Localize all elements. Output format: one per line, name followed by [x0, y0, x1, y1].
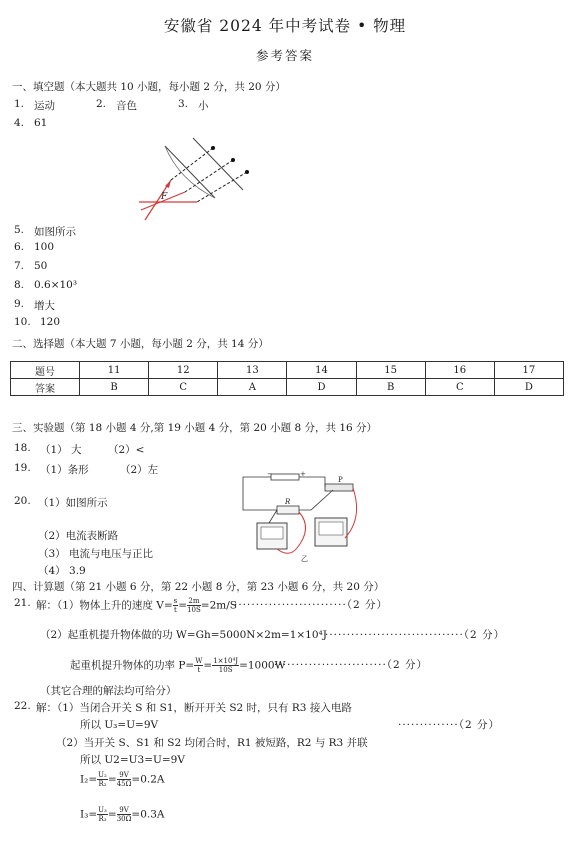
fraction-denominator: R₂	[98, 780, 107, 788]
fraction-9v-over-45ohm	[117, 771, 132, 788]
incident-ray-2	[185, 160, 233, 192]
fraction-work-over-time	[212, 657, 239, 674]
table-row1-label: 题号	[11, 362, 80, 379]
q21-number: 21.	[14, 597, 31, 609]
fraction-u3-over-r3	[97, 806, 108, 823]
q18-number: 18.	[14, 442, 31, 454]
q2-answer: 音色	[116, 100, 137, 112]
fraction-numerator: 1×10⁴J	[213, 657, 239, 665]
i3-result: =0.3A	[131, 808, 165, 821]
rheostat-label-p: P	[338, 476, 343, 484]
q5-number: 5.	[14, 224, 25, 236]
section2-heading: 二、选择题（本大题 7 小题，每小题 2 分，共 14 分）	[12, 338, 269, 350]
fraction-u2-over-r2	[97, 771, 108, 788]
answer-table	[10, 361, 564, 396]
q18-part1: （1） 大	[40, 444, 82, 456]
ray-dot-3	[245, 170, 249, 174]
q4-answer: 61	[34, 117, 48, 129]
table-cell: 17	[494, 362, 563, 379]
table-row-numbers	[11, 362, 564, 379]
q22-line3: （2）当开关 S、S1 和 S2 均闭合时，R1 被短路，R2 与 R3 并联	[56, 737, 368, 749]
table-cell: 13	[218, 362, 287, 379]
resistor-icon	[277, 506, 299, 514]
fraction-denominator: t	[174, 606, 177, 614]
q21-line3	[70, 657, 285, 674]
wire-1	[243, 477, 277, 510]
table-cell: 16	[425, 362, 494, 379]
fraction-denominator: t	[197, 666, 201, 674]
q20-part3: （3） 电流与电压与正比	[38, 548, 154, 560]
fraction-denominator: 10S	[187, 606, 201, 614]
q22-line4: 所以 U2=U3=U=9V	[80, 754, 185, 766]
section4-heading: 四、计算题（第 21 小题 6 分，第 22 小题 8 分，第 23 小题 6 分，共 20 分）	[12, 581, 385, 593]
focal-point-label: F	[161, 192, 168, 202]
table-cell: 11	[80, 362, 149, 379]
page-subtitle: 参考答案	[255, 48, 314, 63]
table-cell: A	[218, 379, 287, 396]
q22-line2: 所以 U₃=U=9V	[80, 719, 159, 731]
q21-line3-text-a: 起重机提升物体的功率 P=	[70, 659, 195, 672]
q2-number: 2.	[96, 98, 107, 110]
q9-number: 9.	[14, 298, 25, 310]
q19-part1: （1）条形	[40, 464, 89, 476]
fraction-numerator: 9V	[117, 806, 132, 815]
q9-answer: 增大	[34, 300, 55, 312]
q1-answer: 运动	[34, 100, 55, 112]
q21-line1-eq: =	[178, 599, 188, 612]
q7-number: 7.	[14, 260, 25, 272]
fraction-denominator: 10S	[218, 666, 233, 674]
section3-heading: 三、实验题（第 18 小题 4 分,第 19 小题 4 分，第 20 小题 8 分，共 16 分）	[12, 422, 378, 434]
battery-minus: −	[267, 470, 273, 478]
fraction-denominator: R₃	[98, 815, 107, 823]
table-row2-label: 答案	[11, 379, 80, 396]
q18-part2: （2）<	[108, 444, 145, 456]
q20-part2: （2）电流表断路	[38, 530, 119, 542]
battery-plus: +	[300, 470, 306, 478]
wire-3	[299, 490, 333, 510]
q19-number: 19.	[14, 462, 31, 474]
q21-line2: （2）起重机提升物体做的功 W=Gh=5000N×2m=1×10⁴J	[40, 629, 327, 641]
section1-heading: 一、填空题（本大题共 10 小题，每小题 2 分，共 20 分）	[12, 81, 286, 93]
fraction-9v-over-30ohm	[117, 806, 132, 823]
table-cell: D	[494, 379, 563, 396]
battery-icon	[271, 474, 299, 480]
lens-ray-diagram	[135, 128, 260, 228]
q3-number: 3.	[178, 98, 189, 110]
q21-line3-eq: =	[203, 659, 213, 672]
page-title: 安徽省 2024 年中考试卷 • 物理	[163, 17, 407, 35]
q21-line3-score: ··························（2 分）	[274, 659, 429, 671]
q8-answer: 0.6×10³	[34, 279, 78, 291]
i2-label: I₂=	[80, 773, 98, 786]
table-cell: B	[356, 379, 425, 396]
table-cell: 12	[149, 362, 218, 379]
q20-part1: （1）如图所示	[38, 497, 108, 509]
fraction-numerator: U₃	[98, 806, 107, 814]
table-cell: B	[80, 379, 149, 396]
table-cell: 15	[356, 362, 425, 379]
fraction-denominator: 30Ω	[116, 815, 132, 823]
q7-answer: 50	[34, 260, 48, 272]
i3-label: I₃=	[80, 808, 98, 821]
incident-ray-1	[171, 148, 213, 180]
wire-2	[299, 477, 325, 487]
q1-number: 1.	[14, 98, 25, 110]
q8-number: 8.	[14, 279, 25, 291]
q4-number: 4.	[14, 117, 25, 129]
q21-line1-score: ··························（2 分）	[234, 599, 389, 611]
q21-line1-text-a: 解：（1）物体上升的速度 V=	[36, 599, 173, 612]
fraction-numerator: s	[173, 597, 178, 605]
wire-4	[269, 510, 277, 523]
q22-i3-formula: I₃= $\frac{\text{U₃}}{\text{R₃}}$ = $\frac{9V}{30\Omega}$ =0.3A	[80, 806, 165, 823]
ray-dot-2	[231, 158, 235, 162]
q21-line1	[36, 597, 237, 614]
q20-part4: （4） 3.9	[38, 565, 86, 577]
rheostat-icon	[325, 484, 353, 491]
q22-line1: 解：（1）当闭合开关 S 和 S1，断开开关 S2 时，只有 R3 接入电路	[36, 702, 352, 714]
figure-label-yi: 乙	[301, 555, 308, 563]
fraction-2m-over-10s	[187, 597, 201, 614]
table-cell: D	[287, 379, 356, 396]
ray-dot-1	[211, 146, 215, 150]
q21-line1-text-b: =2m/S	[200, 599, 237, 612]
q6-number: 6.	[14, 241, 25, 253]
q21-note: （其它合理的解法均可给分）	[40, 685, 177, 697]
q21-line2-score: ································（2 分）	[325, 629, 506, 641]
table-row-answers	[11, 379, 564, 396]
q22-i2-formula: I₂= $\frac{\text{U₂}}{\text{R₂}}$ = $\frac{9V}{45\Omega}$ =0.2A	[80, 771, 165, 788]
resistor-label-r: R	[285, 498, 291, 506]
q22-line2-score: ··············（2 分）	[398, 719, 500, 731]
fraction-denominator: 45Ω	[116, 780, 132, 788]
q5-answer: 如图所示	[34, 226, 76, 238]
q10-number: 10.	[14, 316, 31, 328]
fraction-numerator: W	[195, 657, 203, 665]
fraction-numerator: U₂	[98, 771, 107, 779]
i2-result: =0.2A	[131, 773, 165, 786]
table-cell: 14	[287, 362, 356, 379]
table-cell: C	[425, 379, 494, 396]
q21-line3-text-b: =1000W	[239, 659, 286, 672]
q22-number: 22.	[14, 700, 31, 712]
q3-answer: 小	[198, 100, 209, 112]
q19-part2: （2）左	[120, 464, 159, 476]
fraction-numerator: 2m	[188, 597, 200, 605]
circuit-diagram	[233, 468, 363, 568]
table-cell: C	[149, 379, 218, 396]
q20-number: 20.	[14, 495, 31, 507]
q6-answer: 100	[34, 241, 55, 253]
q10-answer: 120	[40, 316, 61, 328]
fraction-numerator: 9V	[117, 771, 132, 780]
